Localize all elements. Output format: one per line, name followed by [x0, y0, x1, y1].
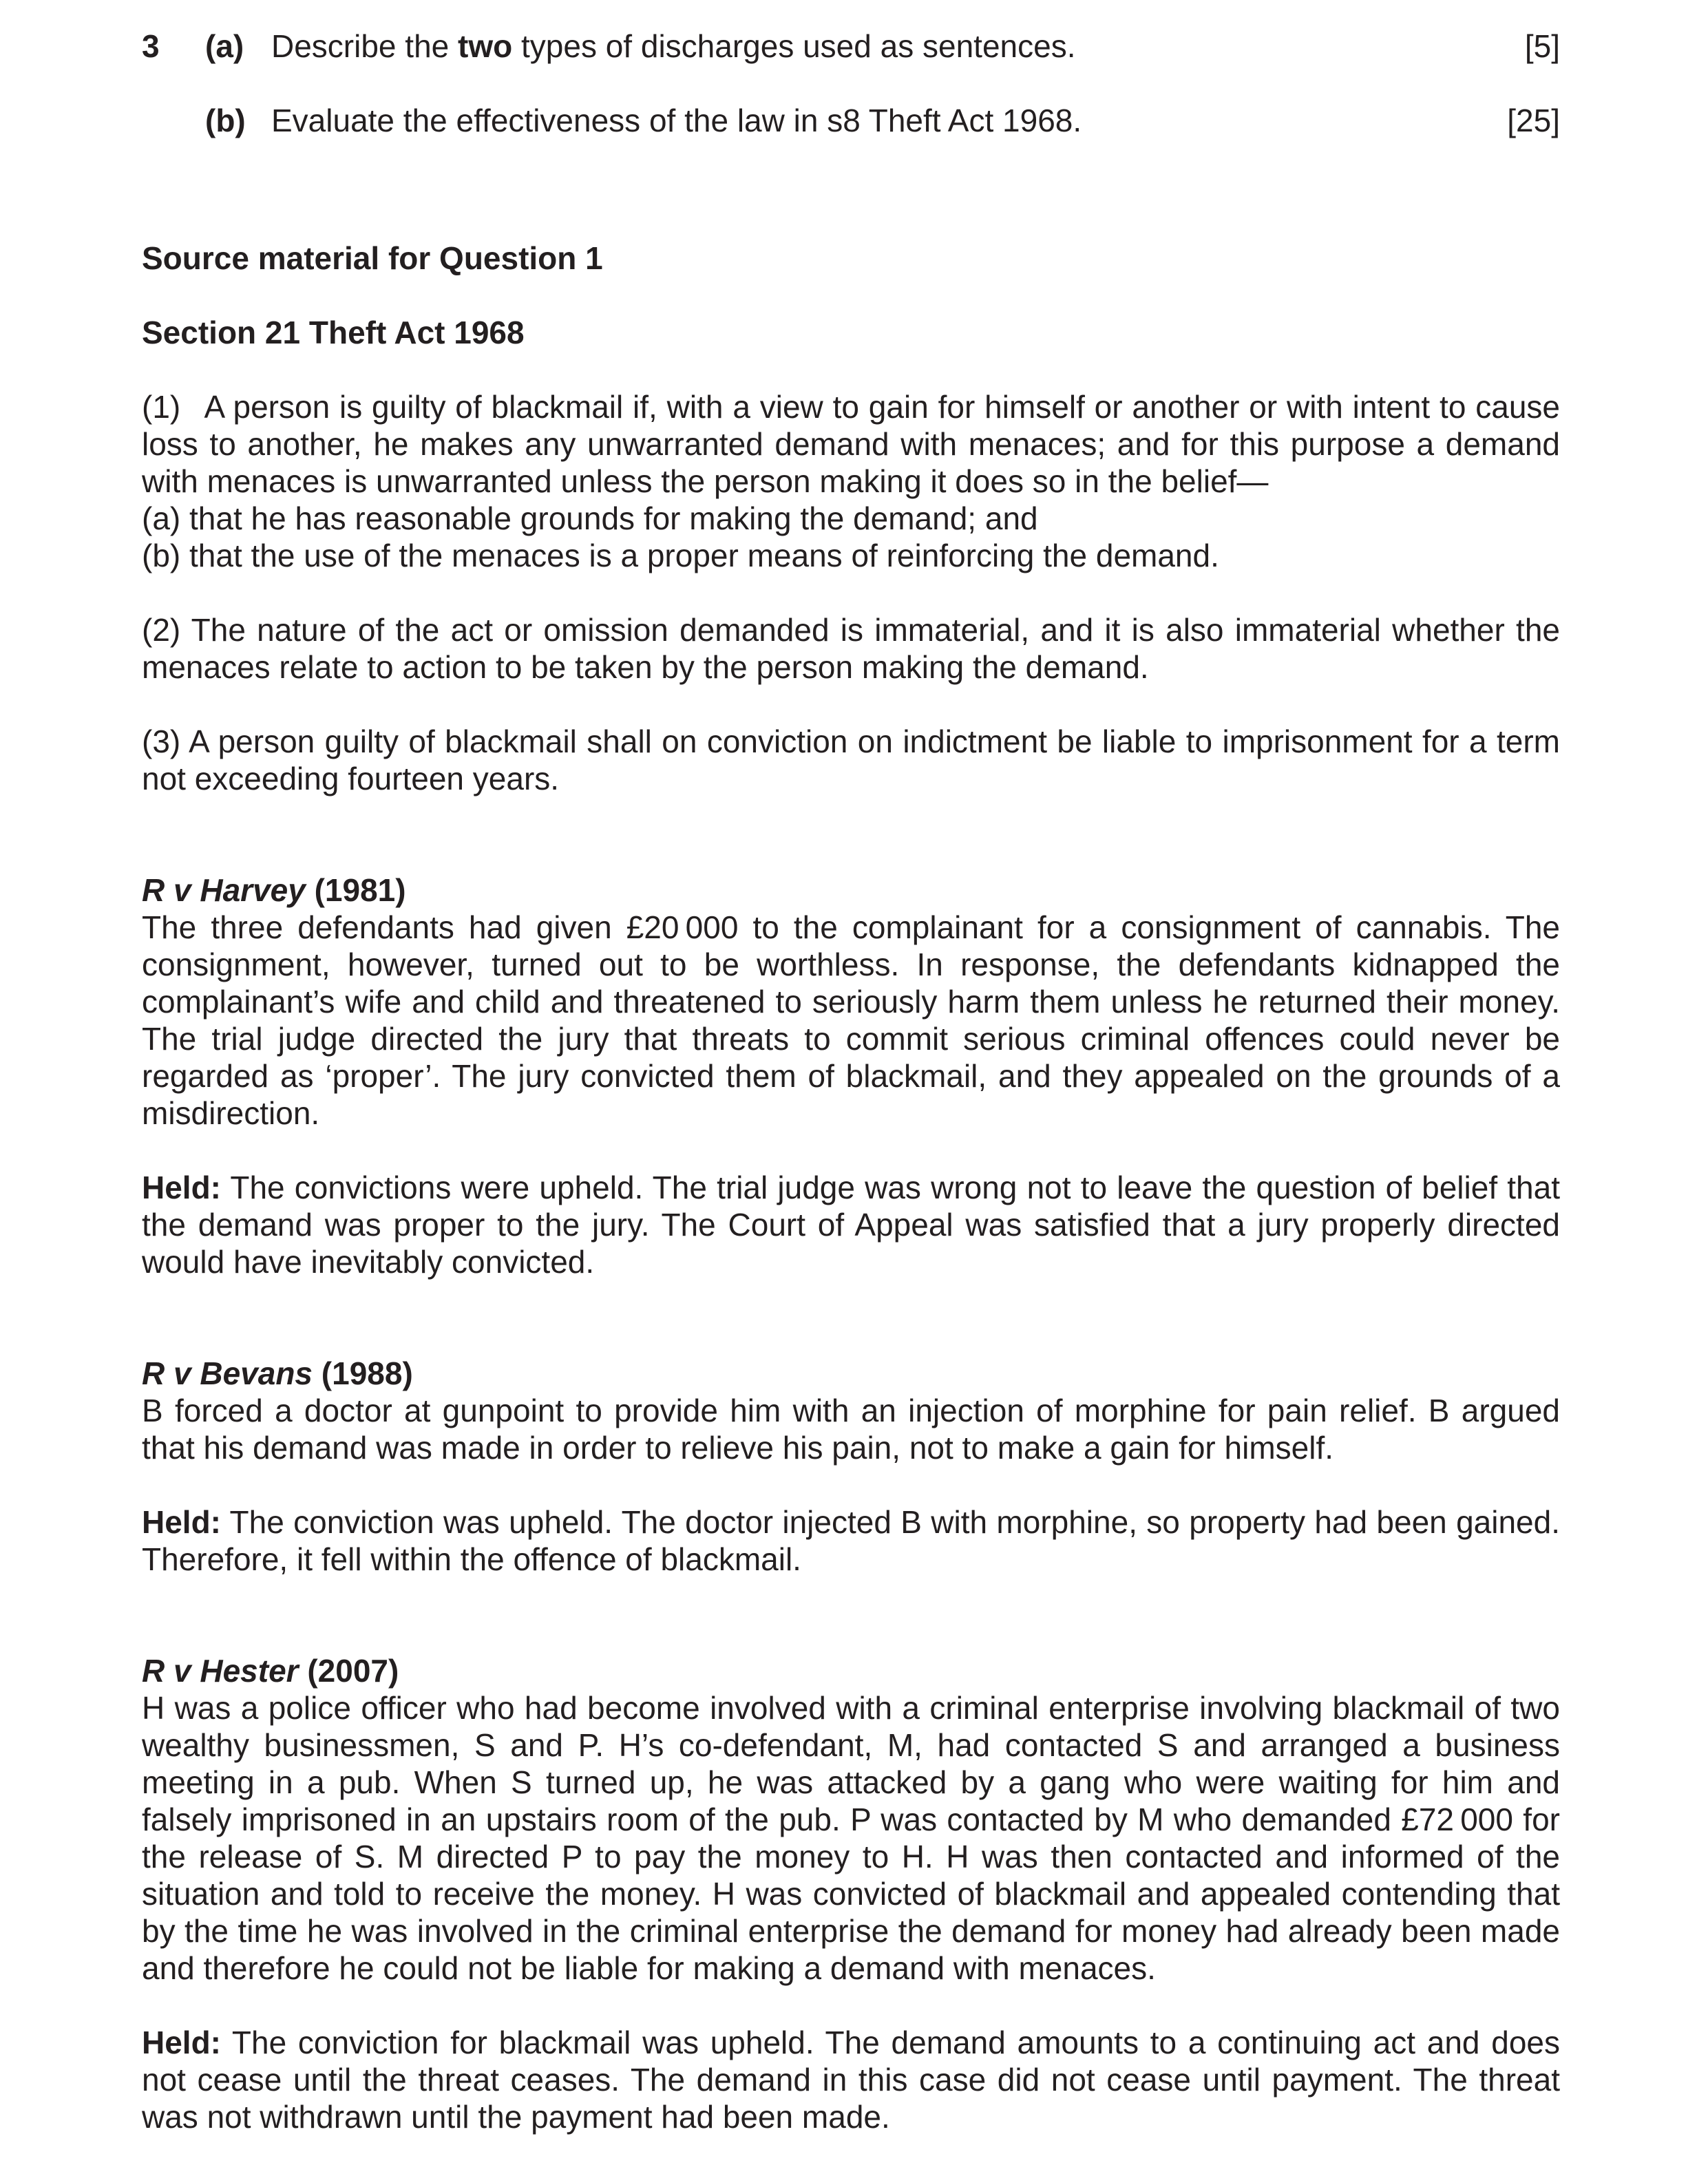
subsection-1: (1) A person is guilty of blackmail if, with a view to gain for himself or another or with intent to cause loss to another, he makes any unwarranted demand with menaces; and for this purpose a demand with menaces is unwarranted unless the person making it does so in the belief— [142, 389, 1560, 499]
part-b-label: (b) [205, 103, 246, 138]
case-facts-hester: H was a police officer who had become involved with a criminal enterprise involving blackmail of two wealthy businessmen, S and P. H’s co-defendant, M, had contacted S and arranged a business meeting in a pub. When S turned up, he was attacked by a gang who were waiting for him and falsely imprisoned in an upstairs room of the pub. P was contacted by M who demanded £72 000 for the release of S. M directed P to pay the money to H. H was then contacted and informed of the situation and told to receive the money. H was convicted of blackmail and appealed contending that by the time he was involved in the criminal enterprise the demand for money had already been made and therefore he could not be liable for making a demand with menaces. [142, 1690, 1560, 1986]
case-held-hester [142, 2024, 1560, 2135]
case-facts-bevans: B forced a doctor at gunpoint to provide him with an injection of morphine for pain relief. B argued that his demand was made in order to relieve his pain, not to make a gain for himself. [142, 1393, 1560, 1466]
section-heading: Section 21 Theft Act 1968 [142, 315, 525, 350]
case-name: R v Bevans [142, 1355, 313, 1391]
case-name: R v Harvey [142, 872, 306, 908]
subsection-3: (3) A person guilty of blackmail shall on conviction on indictment be liable to imprisonment for a term not exceeding fourteen years. [142, 724, 1560, 796]
case-title-harvey [142, 872, 1560, 909]
part-a-text [271, 28, 1075, 65]
held-text: The convictions were upheld. The trial judge was wrong not to leave the question of belief that the demand was proper to the jury. The Court of Appeal was satisfied that a jury properly directed would have inevitably convicted. [142, 1170, 1560, 1280]
exam-page [142, 28, 1560, 2135]
part-b-marks: [25] [1507, 103, 1560, 138]
part-a-text-start: Describe the [271, 28, 458, 64]
source-heading: Source material for Question 1 [142, 240, 603, 276]
held-text: The conviction was upheld. The doctor injected B with morphine, so property had been gained. Therefore, it fell within the offence of blackmail. [142, 1504, 1560, 1577]
question-3a [142, 28, 1560, 65]
case-name: R v Hester [142, 1653, 299, 1689]
held-label: Held: [142, 1170, 221, 1205]
case-facts-harvey: The three defendants had given £20 000 to the complainant for a consignment of cannabis. The consignment, however, turned out to be worthless. In response, the defendants kidnapped the complainant’s wife and child and threatened to seriously harm them unless he returned their money. The trial judge directed the jury that threats to commit serious criminal offences could never be regarded as ‘proper’. The jury convicted them of blackmail, and they appealed on the grounds of a misdirection. [142, 909, 1560, 1131]
subsection-1b: (b) that the use of the menaces is a proper means of reinforcing the demand. [142, 538, 1219, 573]
subsection-2: (2) The nature of the act or omission demanded is immaterial, and it is also immaterial whether the menaces relate to action to be taken by the person making the demand. [142, 612, 1560, 685]
case-held-bevans [142, 1503, 1560, 1578]
part-a-text-end: types of discharges used as sentences. [512, 28, 1076, 64]
question-number: 3 [142, 28, 160, 64]
part-b-text: Evaluate the effectiveness of the law in s8 Theft Act 1968. [271, 103, 1082, 138]
case-year: (2007) [298, 1653, 399, 1689]
held-label: Held: [142, 1504, 221, 1540]
held-text: The conviction for blackmail was upheld. The demand amounts to a continuing act and does not cease until the threat ceases. The demand in this case did not cease until payment. The threat was not withdrawn until the payment had been made. [142, 2025, 1560, 2135]
case-held-harvey [142, 1169, 1560, 1280]
subsection-1a: (a) that he has reasonable grounds for making the demand; and [142, 500, 1038, 536]
case-title-bevans [142, 1355, 1560, 1392]
question-3b [142, 102, 1560, 139]
part-a-marks: [5] [1524, 28, 1560, 64]
case-year: (1988) [313, 1355, 413, 1391]
part-a-label: (a) [205, 28, 244, 64]
case-year: (1981) [305, 872, 406, 908]
case-title-hester [142, 1652, 1560, 1689]
held-label: Held: [142, 2025, 221, 2060]
part-a-text-bold: two [458, 28, 513, 64]
